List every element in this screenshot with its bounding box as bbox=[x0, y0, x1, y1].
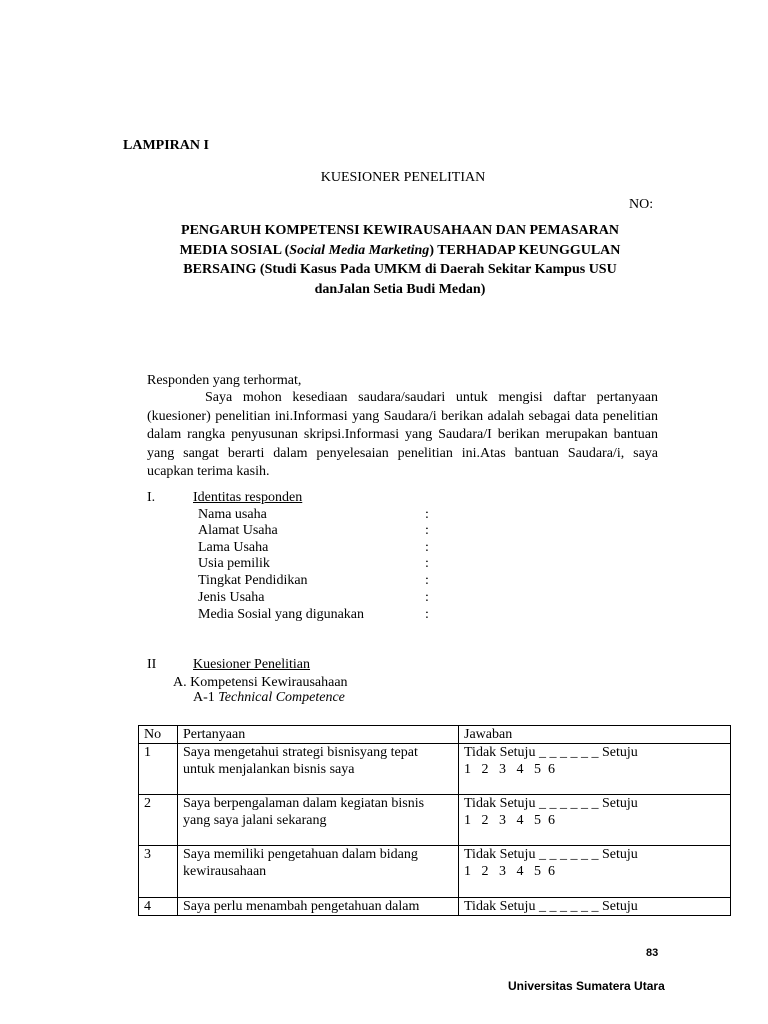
table-row bbox=[139, 744, 731, 795]
row-no: 3 bbox=[139, 846, 178, 898]
subsection-a1-prefix: A-1 bbox=[193, 690, 219, 705]
question-line-2: yang saya jalani sekarang bbox=[183, 813, 327, 828]
row-question bbox=[178, 898, 459, 916]
title-line-3: BERSAING (Studi Kasus Pada UMKM di Daerah Sekitar Kampus USU bbox=[183, 262, 617, 277]
field-colon: : bbox=[425, 556, 429, 571]
header-no: No bbox=[139, 726, 178, 744]
answer-scale-numbers: 1 2 3 4 5 6 bbox=[464, 813, 555, 828]
question-line-2: untuk menjalankan bisnis saya bbox=[183, 762, 355, 777]
row-no: 4 bbox=[139, 898, 178, 916]
title-line-4: danJalan Setia Budi Medan) bbox=[314, 281, 486, 297]
answer-scale-numbers: 1 2 3 4 5 6 bbox=[464, 762, 555, 777]
header-jawaban: Jawaban bbox=[459, 726, 731, 744]
title-line-1: PENGARUH KOMPETENSI KEWIRAUSAHAAN DAN PEMASARAN bbox=[181, 223, 619, 238]
field-colon: : bbox=[425, 507, 429, 522]
questionnaire-table bbox=[138, 725, 731, 916]
section-1-numeral: I. bbox=[147, 490, 156, 505]
row-question bbox=[178, 846, 459, 898]
greeting: Responden yang terhormat, bbox=[147, 373, 302, 388]
answer-scale-label: Tidak Setuju _ _ _ _ _ _ Setuju bbox=[464, 899, 638, 914]
answer-scale-label: Tidak Setuju _ _ _ _ _ _ Setuju bbox=[464, 847, 638, 862]
field-colon: : bbox=[425, 573, 429, 588]
title-line-2-post: ) TERHADAP KEUNGGULAN bbox=[429, 242, 621, 258]
questionnaire-heading: KUESIONER PENELITIAN bbox=[320, 170, 486, 185]
table-row bbox=[139, 898, 731, 916]
row-question bbox=[178, 744, 459, 795]
title-line-2-pre: MEDIA SOSIAL ( bbox=[179, 242, 290, 258]
answer-scale-label: Tidak Setuju _ _ _ _ _ _ Setuju bbox=[464, 796, 638, 811]
field-colon: : bbox=[425, 607, 429, 622]
title-line-2-italic: Social Media Marketing bbox=[289, 242, 430, 258]
university-footer: Universitas Sumatera Utara bbox=[508, 979, 665, 993]
subsection-a: A. Kompetensi Kewirausahaan bbox=[173, 675, 348, 690]
field-lama-usaha: Lama Usaha bbox=[198, 540, 269, 555]
field-colon: : bbox=[425, 540, 429, 555]
field-nama-usaha: Nama usaha bbox=[198, 507, 267, 522]
question-line-1: Saya memiliki pengetahuan dalam bidang bbox=[183, 847, 418, 862]
number-label: NO: bbox=[629, 197, 654, 212]
question-line-1: Saya perlu menambah pengetahuan dalam bbox=[183, 899, 420, 914]
field-tingkat-pendidikan: Tingkat Pendidikan bbox=[198, 573, 308, 588]
question-line-1: Saya mengetahui strategi bisnisyang tepat bbox=[183, 745, 418, 760]
subsection-a1 bbox=[193, 690, 345, 706]
row-no: 2 bbox=[139, 795, 178, 846]
question-line-1: Saya berpengalaman dalam kegiatan bisnis bbox=[183, 796, 425, 811]
field-colon: : bbox=[425, 590, 429, 605]
question-line-2: kewirausahaan bbox=[183, 864, 267, 879]
appendix-label: LAMPIRAN I bbox=[123, 138, 209, 153]
answer-scale-numbers: 1 2 3 4 5 6 bbox=[464, 864, 555, 879]
field-jenis-usaha: Jenis Usaha bbox=[198, 590, 265, 605]
row-no: 1 bbox=[139, 744, 178, 795]
row-answer bbox=[459, 795, 731, 846]
section-2-numeral: II bbox=[147, 657, 157, 672]
table-row bbox=[139, 846, 731, 898]
page-number: 83 bbox=[646, 947, 659, 959]
row-answer bbox=[459, 898, 731, 916]
field-usia-pemilik: Usia pemilik bbox=[198, 556, 270, 571]
header-pertanyaan: Pertanyaan bbox=[178, 726, 459, 744]
row-question bbox=[178, 795, 459, 846]
field-colon: : bbox=[425, 523, 429, 538]
title-line-2 bbox=[150, 241, 650, 261]
field-media-sosial: Media Sosial yang digunakan bbox=[198, 607, 365, 622]
row-answer bbox=[459, 744, 731, 795]
table-row bbox=[139, 795, 731, 846]
answer-scale-label: Tidak Setuju _ _ _ _ _ _ Setuju bbox=[464, 745, 638, 760]
subsection-a1-italic: Technical Competence bbox=[218, 690, 345, 705]
section-1-heading: Identitas responden bbox=[193, 490, 303, 505]
table-header-row bbox=[139, 726, 731, 744]
row-answer bbox=[459, 846, 731, 898]
research-title bbox=[150, 221, 650, 299]
field-alamat-usaha: Alamat Usaha bbox=[198, 523, 278, 538]
intro-paragraph: Saya mohon kesediaan saudara/saudari untuk mengisi daftar pertanyaan (kuesioner) penelitian ini.Informasi yang Saudara/i berikan adalah sebagai data penelitian dalam rangka penyusunan skripsi.Informasi yang Saudara/I berikan merupakan bantuan yang sangat berarti dalam penyelesaian penelitian ini.Atas bantuan Saudara/i, saya ucapkan terima kasih. bbox=[147, 390, 658, 479]
section-2-heading: Kuesioner Penelitian bbox=[193, 657, 311, 672]
